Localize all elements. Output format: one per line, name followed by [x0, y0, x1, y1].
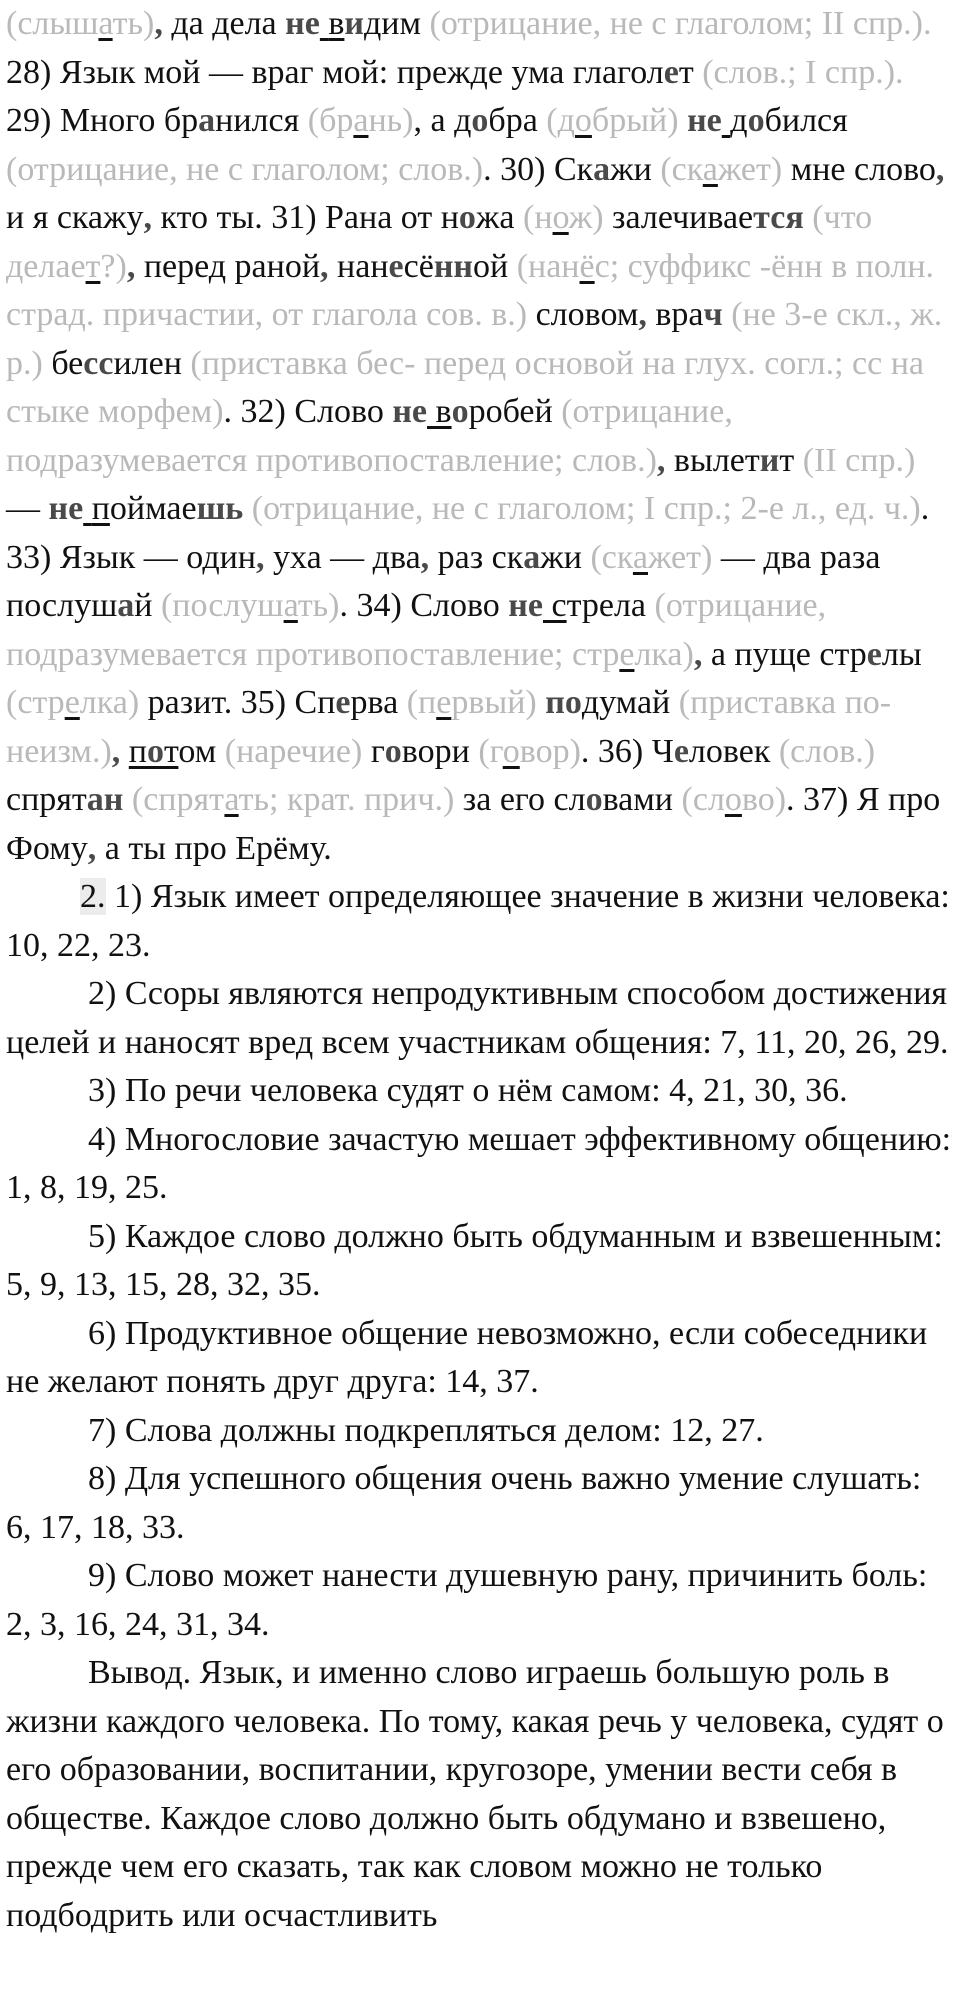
text-run: [120, 733, 129, 770]
text-run: словом: [527, 296, 639, 333]
text-run: оймае: [109, 490, 197, 527]
text-run: г: [362, 732, 385, 770]
text-run: 6) Продуктивное общение невозможно, если собеседники не желают понять друг друга: 14, 37.: [6, 1314, 928, 1400]
text-run: ч: [703, 296, 723, 333]
text-run: мне слово: [782, 150, 936, 188]
text-run: о: [724, 781, 742, 818]
text-run: лка): [634, 635, 694, 673]
text-run: (отрицание, не с глаголом; II спр.).: [429, 5, 932, 42]
text-run: вра: [646, 296, 704, 333]
text-run: с; суффикс -ённ в полн. страд. причастии, от глагола сов. в.): [6, 247, 935, 333]
exercise-2-item-5: [6, 1213, 954, 1310]
text-run: [722, 102, 731, 139]
text-run: (спрят: [131, 781, 225, 818]
text-run: а: [632, 538, 648, 576]
text-run: бился: [764, 102, 848, 139]
text-run: . 33) Язык — один: [6, 490, 930, 576]
text-run: не: [508, 587, 543, 624]
text-run: [243, 490, 252, 527]
text-run: о: [146, 732, 164, 770]
text-run: е: [64, 684, 80, 721]
text-run: ,: [656, 441, 666, 479]
text-run: шь: [196, 490, 244, 527]
text-run: а: [98, 5, 113, 42]
text-run: (сл: [681, 781, 725, 818]
text-run: Вывод. Язык, и именно слово играешь большую роль в жизни каждого человека. По тому, какая речь у человека, судят о его образовании, воспитании, кругозоре, умении вести себя в обществе. Каждое слово должно быть обдумано и взвешено, прежде чем его сказать, так как словом можно не только подбодрить или осчастливить: [6, 1654, 944, 1934]
text-run: ан: [86, 781, 124, 818]
text-run: . 36) Ч: [580, 732, 674, 770]
text-run: о: [471, 102, 489, 139]
text-run: а: [593, 150, 611, 188]
text-run: (слыш: [6, 5, 99, 42]
text-run: и я скажу: [6, 199, 144, 236]
text-run: ,: [693, 635, 703, 673]
conclusion: [6, 1649, 954, 1940]
text-run: в: [435, 393, 452, 430]
exercise-2-item-4: [6, 1116, 954, 1213]
text-run: да дела: [162, 5, 286, 42]
exercise-1-answer: [6, 0, 954, 873]
text-run: (приставка бес- перед основой на глух. согл.; сс на стыке морфем): [6, 344, 924, 430]
text-run: [537, 684, 546, 721]
text-run: спрят: [6, 781, 87, 818]
text-run: д: [730, 102, 748, 139]
text-run: ,: [111, 732, 121, 770]
text-run: вори: [401, 732, 479, 770]
text-run: жет): [648, 538, 713, 576]
text-run: (бр: [307, 102, 354, 139]
text-run: жа: [475, 199, 524, 236]
exercise-2-item-6: [6, 1310, 954, 1407]
text-run: 9) Слово может нанести душевную рану, причинить боль: 2, 3, 16, 24, 31, 34.: [6, 1557, 928, 1643]
text-run: брый): [591, 102, 679, 139]
text-run: , а д: [413, 102, 472, 139]
text-run: п: [91, 490, 110, 527]
text-run: и: [759, 441, 780, 479]
text-run: (нан: [516, 247, 580, 285]
text-run: (н: [523, 199, 553, 236]
text-run: ,: [935, 150, 945, 188]
text-run: нился: [215, 102, 308, 139]
text-run: 1) Язык имеет определяющее значение в жизни человека: 10, 22, 23.: [6, 878, 950, 964]
text-run: 28) Язык мой — враг мой: прежде ума глагол: [6, 53, 664, 91]
text-run: ,: [143, 199, 153, 236]
text-run: о: [384, 732, 402, 770]
text-run: ть; крат. прич.): [238, 781, 455, 818]
text-run: вылет: [665, 441, 760, 479]
text-run: (слов.; I спр.).: [702, 53, 904, 91]
text-run: ой: [473, 247, 517, 285]
text-run: илен: [113, 344, 191, 382]
text-run: уха — два: [264, 538, 421, 576]
text-run: 29) Много бр: [6, 102, 199, 139]
text-run: т: [678, 53, 703, 91]
text-run: е: [388, 247, 404, 285]
text-run: (II спр.): [802, 441, 916, 479]
text-run: разит. 35) Сп: [139, 684, 336, 721]
text-run: рвый): [451, 684, 537, 721]
text-run: не: [48, 490, 84, 527]
text-run: о: [552, 199, 569, 236]
text-run: вами: [602, 781, 682, 818]
text-run: [123, 781, 132, 818]
text-run: лы: [881, 635, 922, 673]
exercise-2-item-3: [6, 1067, 954, 1116]
text-run: в: [328, 5, 345, 42]
text-run: а: [283, 587, 298, 624]
text-run: ё: [579, 247, 595, 285]
exercise-2-item-7: [6, 1407, 954, 1456]
text-run: е: [866, 635, 882, 673]
text-run: тся: [753, 199, 804, 236]
text-run: — два раза послуш: [6, 538, 881, 624]
text-run: (наречие): [224, 732, 363, 770]
text-run: (д: [546, 102, 575, 139]
text-run: бе: [42, 344, 84, 382]
text-run: е: [619, 635, 635, 673]
text-run: ть): [112, 5, 155, 42]
text-run: е: [335, 684, 351, 721]
text-run: нн: [433, 247, 473, 285]
text-run: [83, 490, 92, 527]
text-run: а: [702, 150, 718, 188]
text-run: во): [741, 781, 787, 818]
text-run: а ты про Ерёму.: [96, 829, 332, 867]
text-run: а: [198, 102, 216, 139]
text-run: сё: [403, 247, 434, 285]
text-run: ,: [256, 538, 265, 576]
text-run: 2) Ссоры являются непродуктивным способом достижения целей и наносят вред всем участникам общения: 7, 11, 20, 26, 29.: [6, 975, 949, 1061]
text-run: бра: [488, 102, 547, 139]
exercise-2-item-9: [6, 1552, 954, 1649]
text-run: а: [117, 587, 135, 624]
text-run: о: [574, 102, 592, 139]
text-run: 3) По речи человека судят о нём самом: 4, 21, 30, 36.: [88, 1072, 848, 1109]
text-run: о: [458, 199, 476, 236]
text-run: (отрицание, подразумевается противопоставление; слов.): [6, 393, 733, 479]
text-run: 4) Многословие зачастую мешает эффективному общению: 1, 8, 19, 25.: [6, 1120, 952, 1206]
text-run: залечивае: [603, 199, 754, 236]
text-run: (приставка по- неизм.): [6, 684, 892, 770]
text-run: о: [585, 781, 603, 818]
text-run: (ск: [660, 150, 703, 188]
text-run: [427, 393, 436, 430]
text-run: (слов.): [778, 732, 876, 770]
text-run: е: [673, 732, 689, 770]
text-run: лка): [79, 684, 140, 721]
exercise-2-item-2: [6, 970, 954, 1067]
text-run: по: [545, 684, 582, 721]
text-run: ,: [126, 247, 136, 285]
text-run: . 32) Слово: [223, 393, 393, 430]
text-run: п: [128, 732, 147, 770]
text-run: ,: [87, 829, 97, 867]
text-run: кто ты. 31) Рана от н: [152, 199, 459, 236]
text-run: [804, 199, 813, 236]
text-run: т: [85, 247, 101, 285]
text-run: 5) Каждое слово должно быть обдуманным и взвешенным: 5, 9, 13, 15, 28, 32, 35.: [6, 1217, 943, 1303]
text-run: за его сл: [454, 781, 586, 818]
text-run: вор): [519, 732, 581, 770]
text-run: не: [392, 393, 428, 430]
text-run: а: [523, 538, 541, 576]
text-run: (стр: [6, 684, 65, 721]
text-run: нь): [368, 102, 414, 139]
text-run: робей: [468, 393, 562, 430]
text-run: 8) Для успешного общения очень важно умение слушать: 6, 17, 18, 33.: [6, 1460, 922, 1546]
exercise-2-item-1: [6, 873, 954, 970]
text-run: думай: [581, 684, 679, 721]
text-run: ж): [568, 199, 604, 236]
text-run: т: [163, 732, 179, 770]
text-run: о: [451, 393, 469, 430]
text-run: нан: [328, 247, 389, 285]
text-run: —: [6, 490, 49, 527]
text-run: ,: [638, 296, 647, 333]
text-run: [679, 102, 688, 139]
text-run: й: [134, 587, 161, 624]
text-run: а пуще стр: [702, 635, 867, 673]
text-run: е: [663, 53, 679, 91]
text-run: а: [224, 781, 239, 818]
text-run: [723, 296, 732, 333]
text-run: (отрицание, подразумевается противопоставление; стр: [6, 587, 827, 673]
text-run: т: [779, 441, 803, 479]
text-run: о: [747, 102, 765, 139]
exercise-2-item-8: [6, 1455, 954, 1552]
text-run: е: [436, 684, 452, 721]
text-run: (п: [406, 684, 437, 721]
text-run: раз ск: [429, 538, 524, 576]
text-run: ,: [420, 538, 430, 576]
text-run: сс: [83, 344, 114, 382]
text-run: перед раной: [135, 247, 321, 285]
text-run: (отрицание, не с глаголом; I спр.; 2-е л., ед. ч.): [251, 490, 921, 527]
text-run: ,: [154, 5, 163, 42]
text-run: ом: [178, 732, 225, 770]
text-run: (ск: [590, 538, 633, 576]
text-run: не: [687, 102, 722, 139]
text-run: . 34) Слово: [339, 587, 509, 624]
text-run: о: [502, 732, 520, 770]
text-run: ть): [297, 587, 340, 624]
text-run: (что делае: [6, 199, 873, 285]
text-run: с: [551, 587, 567, 624]
text-run: жи: [540, 538, 591, 576]
text-run: ловек: [688, 732, 779, 770]
text-run: не: [285, 5, 320, 42]
text-run: . 30) Ск: [483, 150, 594, 188]
text-run: ,: [320, 247, 329, 285]
text-run: а: [353, 102, 369, 139]
text-run: жет): [717, 150, 783, 188]
text-run: рва: [350, 684, 407, 721]
text-run: жи: [610, 150, 661, 188]
text-run: 7) Слова должны подкрепляться делом: 12, 27.: [88, 1411, 764, 1449]
text-run: 2.: [80, 878, 106, 915]
text-run: и: [344, 5, 364, 42]
text-run: (не 3-е скл., ж. р.): [6, 296, 943, 382]
text-run: дим: [364, 5, 430, 42]
text-run: (г: [478, 732, 503, 770]
text-run: (отрицание, не с глаголом; слов.): [6, 150, 484, 188]
text-run: (послуш: [160, 587, 284, 624]
text-run: . 37) Я про Фому: [6, 781, 941, 867]
text-run: трела: [566, 587, 655, 624]
text-run: ?): [100, 247, 127, 285]
